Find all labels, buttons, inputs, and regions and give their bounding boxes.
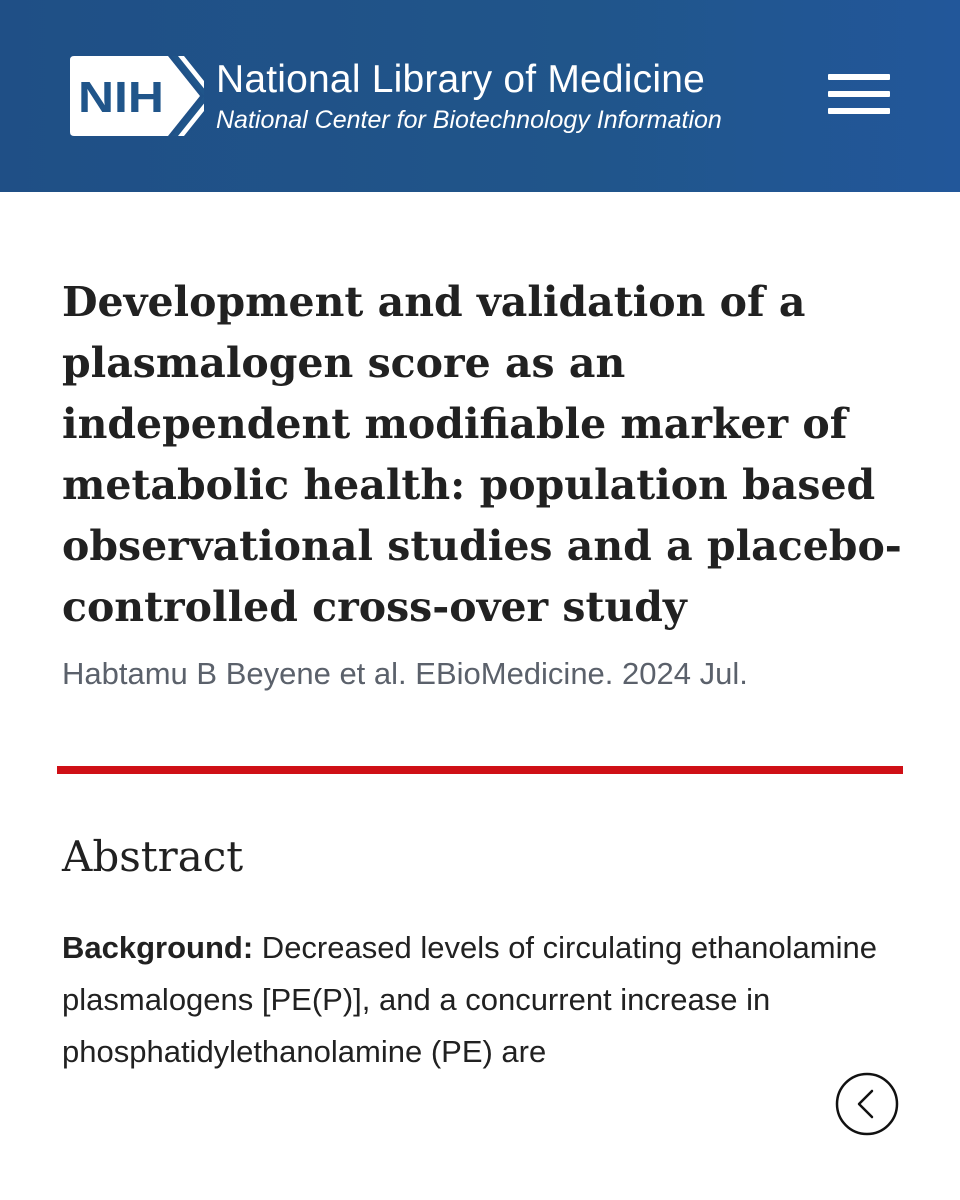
menu-bar	[828, 91, 890, 97]
nih-logo-text: NIH	[78, 73, 164, 122]
chevron-left-icon[interactable]	[835, 1072, 899, 1136]
site-title[interactable]: National Library of Medicine	[216, 58, 706, 101]
hamburger-menu-icon[interactable]	[826, 70, 892, 120]
section-divider	[57, 766, 903, 774]
nih-logo[interactable]	[68, 52, 204, 140]
abstract-heading: Abstract	[62, 832, 244, 881]
article-title: Development and validation of a plasmalogen score as an independent modifiable marker of metabolic health: population based observational studies and a placebo-controlled cross-over study	[62, 278, 902, 631]
abstract-background-paragraph	[62, 922, 922, 1078]
site-subtitle[interactable]: National Center for Biotechnology Information	[216, 106, 722, 134]
article-citation: Habtamu B Beyene et al. EBioMedicine. 2024 Jul.	[62, 656, 748, 691]
abstract-background-text: Decreased levels of circulating ethanolamine plasmalogens [PE(P)], and a concurrent increase in phosphatidylethanolamine (PE) are	[62, 930, 877, 1069]
abstract-background-label: Background:	[62, 930, 254, 965]
menu-bar	[828, 74, 890, 80]
menu-bar	[828, 108, 890, 114]
site-header	[0, 0, 960, 192]
